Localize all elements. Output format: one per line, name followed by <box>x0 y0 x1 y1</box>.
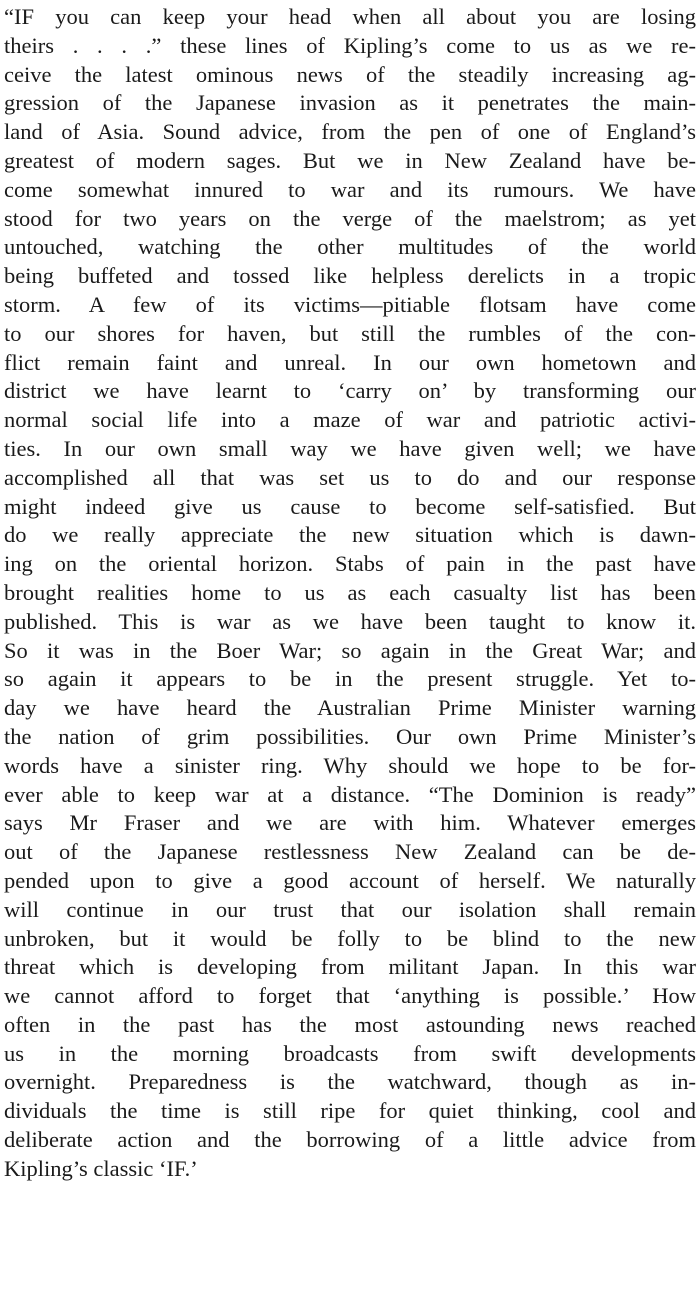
text-line: land of Asia. Sound advice, from the pen of one of England’s <box>4 119 696 145</box>
text-line: So it was in the Boer War; so again in the Great War; and <box>4 637 696 663</box>
text-line: ing on the oriental horizon. Stabs of pain in the past have <box>4 551 696 577</box>
text-line: dividuals the time is still ripe for quiet thinking, cool and <box>4 1098 696 1124</box>
text-line: normal social life into a maze of war and patriotic activi- <box>4 407 696 433</box>
text-line-final: Kipling’s classic ‘IF.’ <box>4 1155 198 1181</box>
text-line: theirs . . . .” these lines of Kipling’s come to us as we re- <box>4 32 696 58</box>
text-line: the nation of grim possibilities. Our own Prime Minister’s <box>4 723 696 749</box>
text-line: district we have learnt to ‘carry on’ by transforming our <box>4 378 696 404</box>
text-line: out of the Japanese restlessness New Zealand can be de- <box>4 839 696 865</box>
text-line: often in the past has the most astounding news reached <box>4 1011 696 1037</box>
text-line: so again it appears to be in the present struggle. Yet to- <box>4 666 696 692</box>
text-line: stood for two years on the verge of the maelstrom; as yet <box>4 205 696 231</box>
text-line: will continue in our trust that our isolation shall remain <box>4 896 696 922</box>
text-line: we cannot afford to forget that ‘anything is possible.’ How <box>4 983 696 1009</box>
text-line: unbroken, but it would be folly to be blind to the new <box>4 925 696 951</box>
text-line: threat which is developing from militant Japan. In this war <box>4 954 696 980</box>
text-line: brought realities home to us as each casualty list has been <box>4 579 696 605</box>
text-line: words have a sinister ring. Why should we hope to be for- <box>4 752 696 778</box>
text-line: being buffeted and tossed like helpless derelicts in a tropic <box>4 263 696 289</box>
text-line: ever able to keep war at a distance. “The Dominion is ready” <box>4 781 696 807</box>
text-line: day we have heard the Australian Prime Minister warning <box>4 695 696 721</box>
text-line: flict remain faint and unreal. In our own hometown and <box>4 349 696 375</box>
text-line: do we really appreciate the new situation which is dawn- <box>4 522 696 548</box>
text-line: “IF you can keep your head when all about you are losing <box>4 4 696 29</box>
text-line: storm. A few of its victims—pitiable flotsam have come <box>4 291 696 317</box>
text-line: overnight. Preparedness is the watchward, though as in- <box>4 1069 696 1095</box>
text-line: greatest of modern sages. But we in New Zealand have be- <box>4 147 696 173</box>
text-line: accomplished all that was set us to do and our response <box>4 464 696 490</box>
text-line: deliberate action and the borrowing of a little advice from <box>4 1127 696 1153</box>
text-line: gression of the Japanese invasion as it penetrates the main- <box>4 90 696 116</box>
text-line: says Mr Fraser and we are with him. Whatever emerges <box>4 810 696 836</box>
text-line: us in the morning broadcasts from swift developments <box>4 1040 696 1066</box>
article-text <box>4 3 696 1184</box>
text-line: come somewhat innured to war and its rumours. We have <box>4 176 696 202</box>
text-line: to our shores for haven, but still the rumbles of the con- <box>4 320 696 346</box>
text-line: ties. In our own small way we have given well; we have <box>4 435 696 461</box>
text-line: might indeed give us cause to become self-satisfied. But <box>4 493 696 519</box>
text-line: ceive the latest ominous news of the steadily increasing ag- <box>4 61 696 87</box>
text-line: published. This is war as we have been taught to know it. <box>4 608 696 634</box>
text-line: pended upon to give a good account of herself. We naturally <box>4 867 696 893</box>
text-line: untouched, watching the other multitudes of the world <box>4 234 696 260</box>
